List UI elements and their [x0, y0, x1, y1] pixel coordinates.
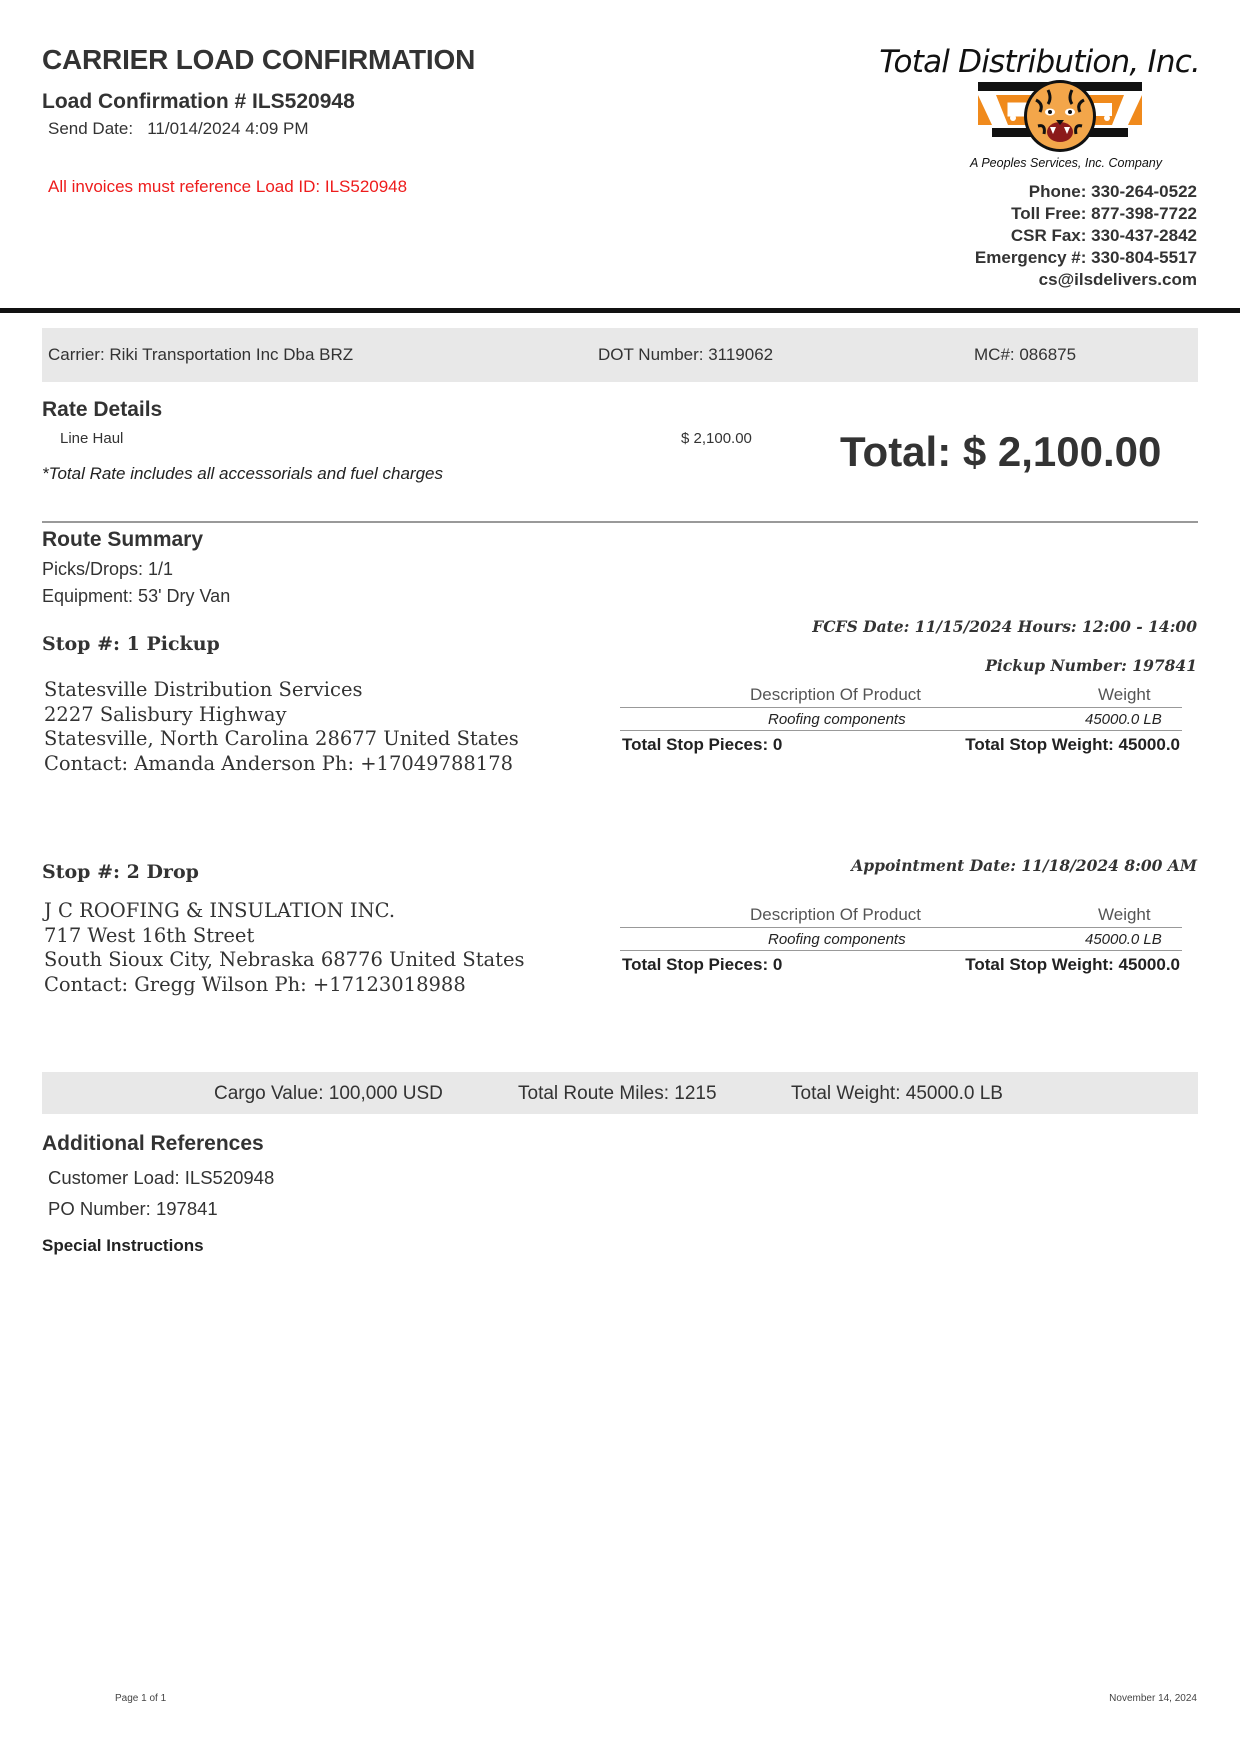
stop-1-company: Statesville Distribution Services — [44, 678, 363, 701]
contact-emergency: Emergency #: 330-804-5517 — [974, 248, 1197, 267]
customer-load-reference: Customer Load: ILS520948 — [48, 1167, 275, 1188]
special-instructions-heading: Special Instructions — [42, 1236, 204, 1255]
footer-date: November 14, 2024 — [1109, 1693, 1197, 1704]
stop-1-city: Statesville, North Carolina 28677 United States — [44, 727, 519, 750]
company-name: Total Distribution, Inc. — [879, 44, 1200, 80]
weight-header: Weight — [1098, 905, 1151, 924]
tiger-head-icon — [1024, 80, 1096, 152]
product-weight: 45000.0 LB — [1085, 711, 1162, 728]
product-header: Description Of Product — [750, 685, 922, 704]
header-divider — [0, 308, 1240, 313]
stop-2-title: Stop #: 2 Drop — [42, 861, 199, 883]
stop-2-product-table — [620, 905, 1182, 977]
mc-number: MC#: 086875 — [974, 345, 1077, 364]
line-haul-label: Line Haul — [60, 430, 124, 447]
stop-2-street: 717 West 16th Street — [44, 923, 255, 947]
stop-1-total-pieces: Total Stop Pieces: 0 — [622, 735, 783, 754]
document-title: CARRIER LOAD CONFIRMATION — [42, 44, 476, 75]
company-tagline: A Peoples Services, Inc. Company — [970, 156, 1162, 170]
contact-csr-fax: CSR Fax: 330-437-2842 — [1010, 226, 1197, 245]
stop-2-total-weight: Total Stop Weight: 45000.0 — [965, 955, 1180, 974]
picks-drops: Picks/Drops: 1/1 — [42, 559, 174, 579]
dot-number: DOT Number: 3119062 — [598, 345, 774, 364]
carrier-info-bar — [42, 328, 1198, 382]
line-haul-value: $ 2,100.00 — [681, 430, 752, 447]
route-summary-heading: Route Summary — [42, 528, 204, 551]
contact-email[interactable]: cs@ilsdelivers.com — [1038, 270, 1197, 289]
rate-details-heading: Rate Details — [42, 398, 163, 421]
stop-2-address — [44, 899, 525, 997]
stop-1-pickup-number: Pickup Number: 197841 — [985, 656, 1197, 675]
tiger-truck-logo — [978, 76, 1142, 158]
product-description: Roofing components — [768, 931, 906, 948]
stop-2-contact: Contact: Gregg Wilson Ph: +17123018988 — [44, 972, 466, 996]
equipment: Equipment: 53' Dry Van — [42, 586, 231, 606]
carrier-name: Carrier: Riki Transportation Inc Dba BRZ — [48, 345, 354, 364]
page-number: Page 1 of 1 — [115, 1693, 167, 1704]
stop-1-title: Stop #: 1 Pickup — [42, 633, 220, 655]
send-date: Send Date: 11/014/2024 4:09 PM — [48, 119, 309, 138]
stop-2-city: South Sioux City, Nebraska 68776 United States — [44, 948, 525, 971]
stop-1-street: 2227 Salisbury Highway — [44, 702, 287, 726]
table-rule — [620, 707, 1182, 708]
table-rule — [620, 927, 1182, 928]
load-confirmation-number: Load Confirmation # ILS520948 — [42, 90, 355, 113]
total-route-miles: Total Route Miles: 1215 — [518, 1083, 717, 1104]
stop-1-date: FCFS Date: 11/15/2024 Hours: 12:00 - 14:00 — [812, 617, 1197, 636]
stop-1-contact: Contact: Amanda Anderson Ph: +17049788178 — [44, 751, 514, 775]
contact-toll-free: Toll Free: 877-398-7722 — [1011, 204, 1197, 223]
stop-2-total-pieces: Total Stop Pieces: 0 — [622, 955, 783, 974]
product-weight: 45000.0 LB — [1085, 931, 1162, 948]
contact-phone: Phone: 330-264-0522 — [1028, 182, 1197, 201]
total-rate: Total: $ 2,100.00 — [840, 428, 1162, 475]
stop-1-address — [44, 678, 519, 776]
po-number-reference: PO Number: 197841 — [48, 1198, 218, 1219]
rate-note: *Total Rate includes all accessorials and fuel charges — [42, 464, 443, 483]
table-rule — [620, 730, 1182, 731]
rate-divider — [42, 521, 1198, 523]
cargo-value: Cargo Value: 100,000 USD — [214, 1083, 443, 1104]
stop-1-total-weight: Total Stop Weight: 45000.0 — [965, 735, 1180, 754]
product-header: Description Of Product — [750, 905, 922, 924]
load-summary-bar — [42, 1072, 1198, 1114]
weight-header: Weight — [1098, 685, 1151, 704]
table-rule — [620, 950, 1182, 951]
stop-2-company: J C ROOFING & INSULATION INC. — [44, 899, 396, 922]
total-weight: Total Weight: 45000.0 LB — [791, 1083, 1003, 1104]
additional-references-heading: Additional References — [42, 1132, 264, 1155]
stop-2-date: Appointment Date: 11/18/2024 8:00 AM — [851, 856, 1197, 875]
product-description: Roofing components — [768, 711, 906, 728]
stop-1-product-table — [620, 685, 1182, 757]
invoice-reference-note: All invoices must reference Load ID: ILS520948 — [48, 177, 408, 196]
